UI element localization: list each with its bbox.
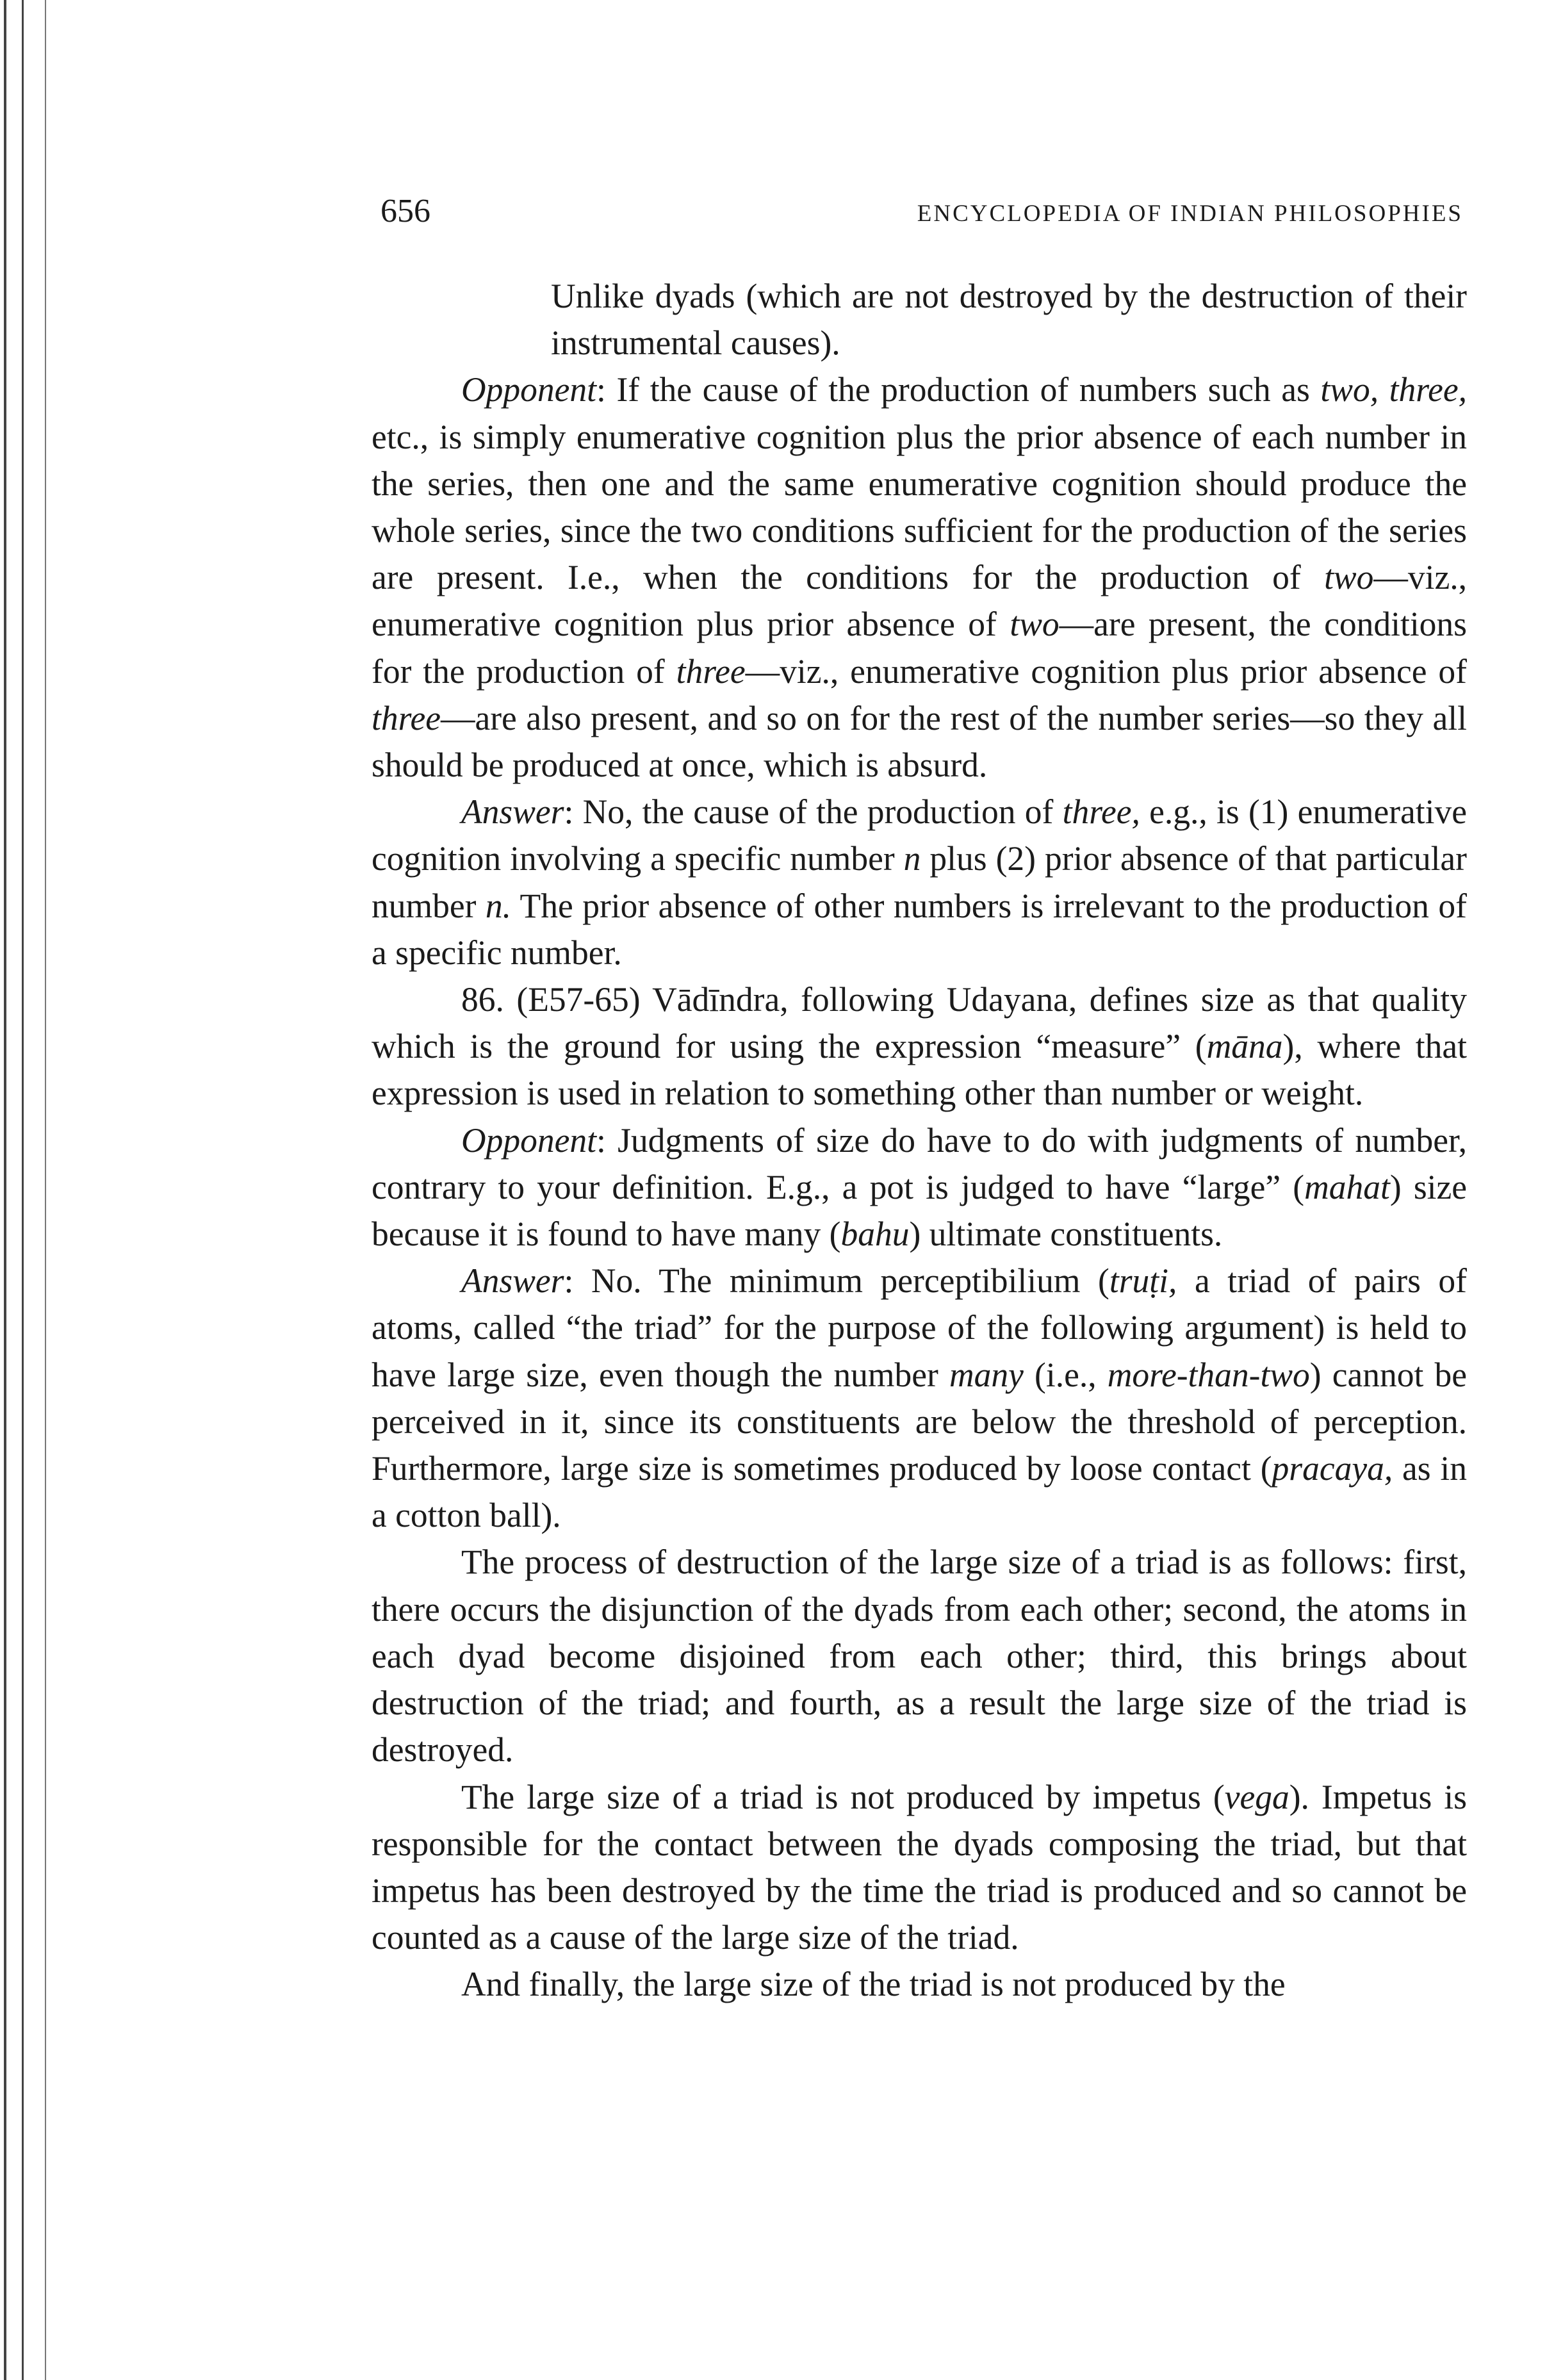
paragraph [372, 366, 1467, 789]
page-number: 656 [381, 193, 430, 229]
italic-text: Answer [461, 1261, 564, 1301]
italic-text: Answer [461, 792, 564, 832]
running-title: ENCYCLOPEDIA OF INDIAN PHILOSOPHIES [917, 201, 1463, 227]
text-run: : No, the cause of the production of [564, 792, 1063, 832]
paragraph [372, 1117, 1467, 1258]
text-run: (i.e., [1023, 1355, 1108, 1394]
text-run: —are also present, and so on for the rest of the number series—so they all should be produced at once, which is absurd. [372, 698, 1467, 785]
text-run: The prior absence of other numbers is irrelevant to the production of a specific number. [372, 886, 1467, 972]
italic-text: vega [1224, 1777, 1289, 1816]
italic-text: three, [1062, 792, 1140, 832]
body-text [372, 273, 1467, 2008]
text-run: : Judgments of size do have to do with judgments of number, contrary to your definition. E.g., a pot is judged to have “large” ( [372, 1120, 1467, 1206]
text-run: ). Impetus is responsible for the contact between the dyads composing the triad, but that impetus has been destroyed by the time the triad is produced and so cannot be counted as a cause of the large size of the triad. [372, 1777, 1467, 1957]
text-run: The process of destruction of the large size of a triad is as follows: first, there occurs the disjunction of the dyads from each other; second, the atoms in each dyad become disjoined from each other; third, this brings about destruction of the triad; and fourth, as a result the large size of the triad is destroyed. [372, 1543, 1467, 1769]
italic-text: n. [485, 886, 512, 925]
italic-text: Opponent [461, 370, 596, 409]
italic-text: two [1010, 605, 1060, 644]
text-run: 86. (E57-65) Vādīndra, following Udayana, defines size as that quality which is the ground for using the expression “measure” ( [372, 980, 1467, 1066]
italic-text: many [949, 1355, 1024, 1394]
italic-text: three [372, 698, 441, 737]
italic-text: māna [1206, 1027, 1283, 1066]
text-run: ), where that expression is used in relation to something other than number or weight. [372, 1027, 1468, 1113]
text-run: as in a cotton ball). [372, 1449, 1468, 1535]
text-run: e.g., is (1) enumerative cognition involving a specific number [372, 792, 1468, 878]
text-run: : If the cause of the production of numbers such as [596, 370, 1321, 409]
scan-edge-gutter [45, 0, 46, 2380]
italic-text: Opponent [461, 1120, 596, 1160]
paragraph [372, 976, 1467, 1117]
text-run: etc., is simply enumerative cognition plus the prior absence of each number in the series, then one and the same enumerative cognition should produce the whole series, since the two conditions sufficient for the production of the series are present. I.e., when the conditions for the production of [372, 417, 1467, 597]
scan-edge-inner [22, 0, 24, 2380]
italic-text: more-than-two [1107, 1355, 1310, 1394]
text-run: The large size of a triad is not produced by impetus ( [461, 1777, 1225, 1816]
italic-text: mahat [1304, 1167, 1390, 1206]
italic-text: three [676, 652, 746, 691]
text-run: ) cannot be perceived in it, since its constituents are below the threshold of perception. Furthermore, large size is sometimes produced by loose contact ( [372, 1355, 1467, 1488]
italic-text: n [903, 839, 921, 878]
italic-text: truṭi, [1109, 1261, 1177, 1301]
text-run: —are present, the conditions for the production of [372, 605, 1467, 691]
paragraph [372, 1774, 1467, 1962]
italic-text: two [1324, 558, 1374, 597]
paragraph [372, 789, 1467, 976]
italic-text: bahu [840, 1215, 910, 1254]
text-run: —viz., enumerative cognition plus prior absence of [745, 652, 1467, 691]
text-run: : No. The minimum perceptibilium ( [564, 1261, 1109, 1301]
text-run: Unlike dyads (which are not destroyed by the destruction of their instrumental causes). [551, 277, 1467, 363]
text-run: ) ultimate constituents. [909, 1215, 1223, 1254]
text-run: plus (2) prior absence of that particular number [372, 839, 1467, 925]
text-run: ) size because it is found to have many ( [372, 1167, 1467, 1254]
italic-text: pracaya, [1272, 1449, 1393, 1488]
text-run: —viz., enumerative cognition plus prior absence of [372, 558, 1467, 644]
text-run: a triad of pairs of atoms, called “the triad” for the purpose of the following argument) is held to have large size, even though the number [372, 1261, 1467, 1394]
scan-edge-left [4, 0, 6, 2380]
paragraph [372, 273, 1467, 366]
paragraph [372, 1258, 1467, 1539]
italic-text: two, three, [1320, 370, 1467, 409]
paragraph [372, 1539, 1467, 1773]
text-run: And finally, the large size of the triad is not produced by the [461, 1965, 1286, 2004]
paragraph [372, 1961, 1467, 2008]
page-header [381, 186, 1463, 237]
